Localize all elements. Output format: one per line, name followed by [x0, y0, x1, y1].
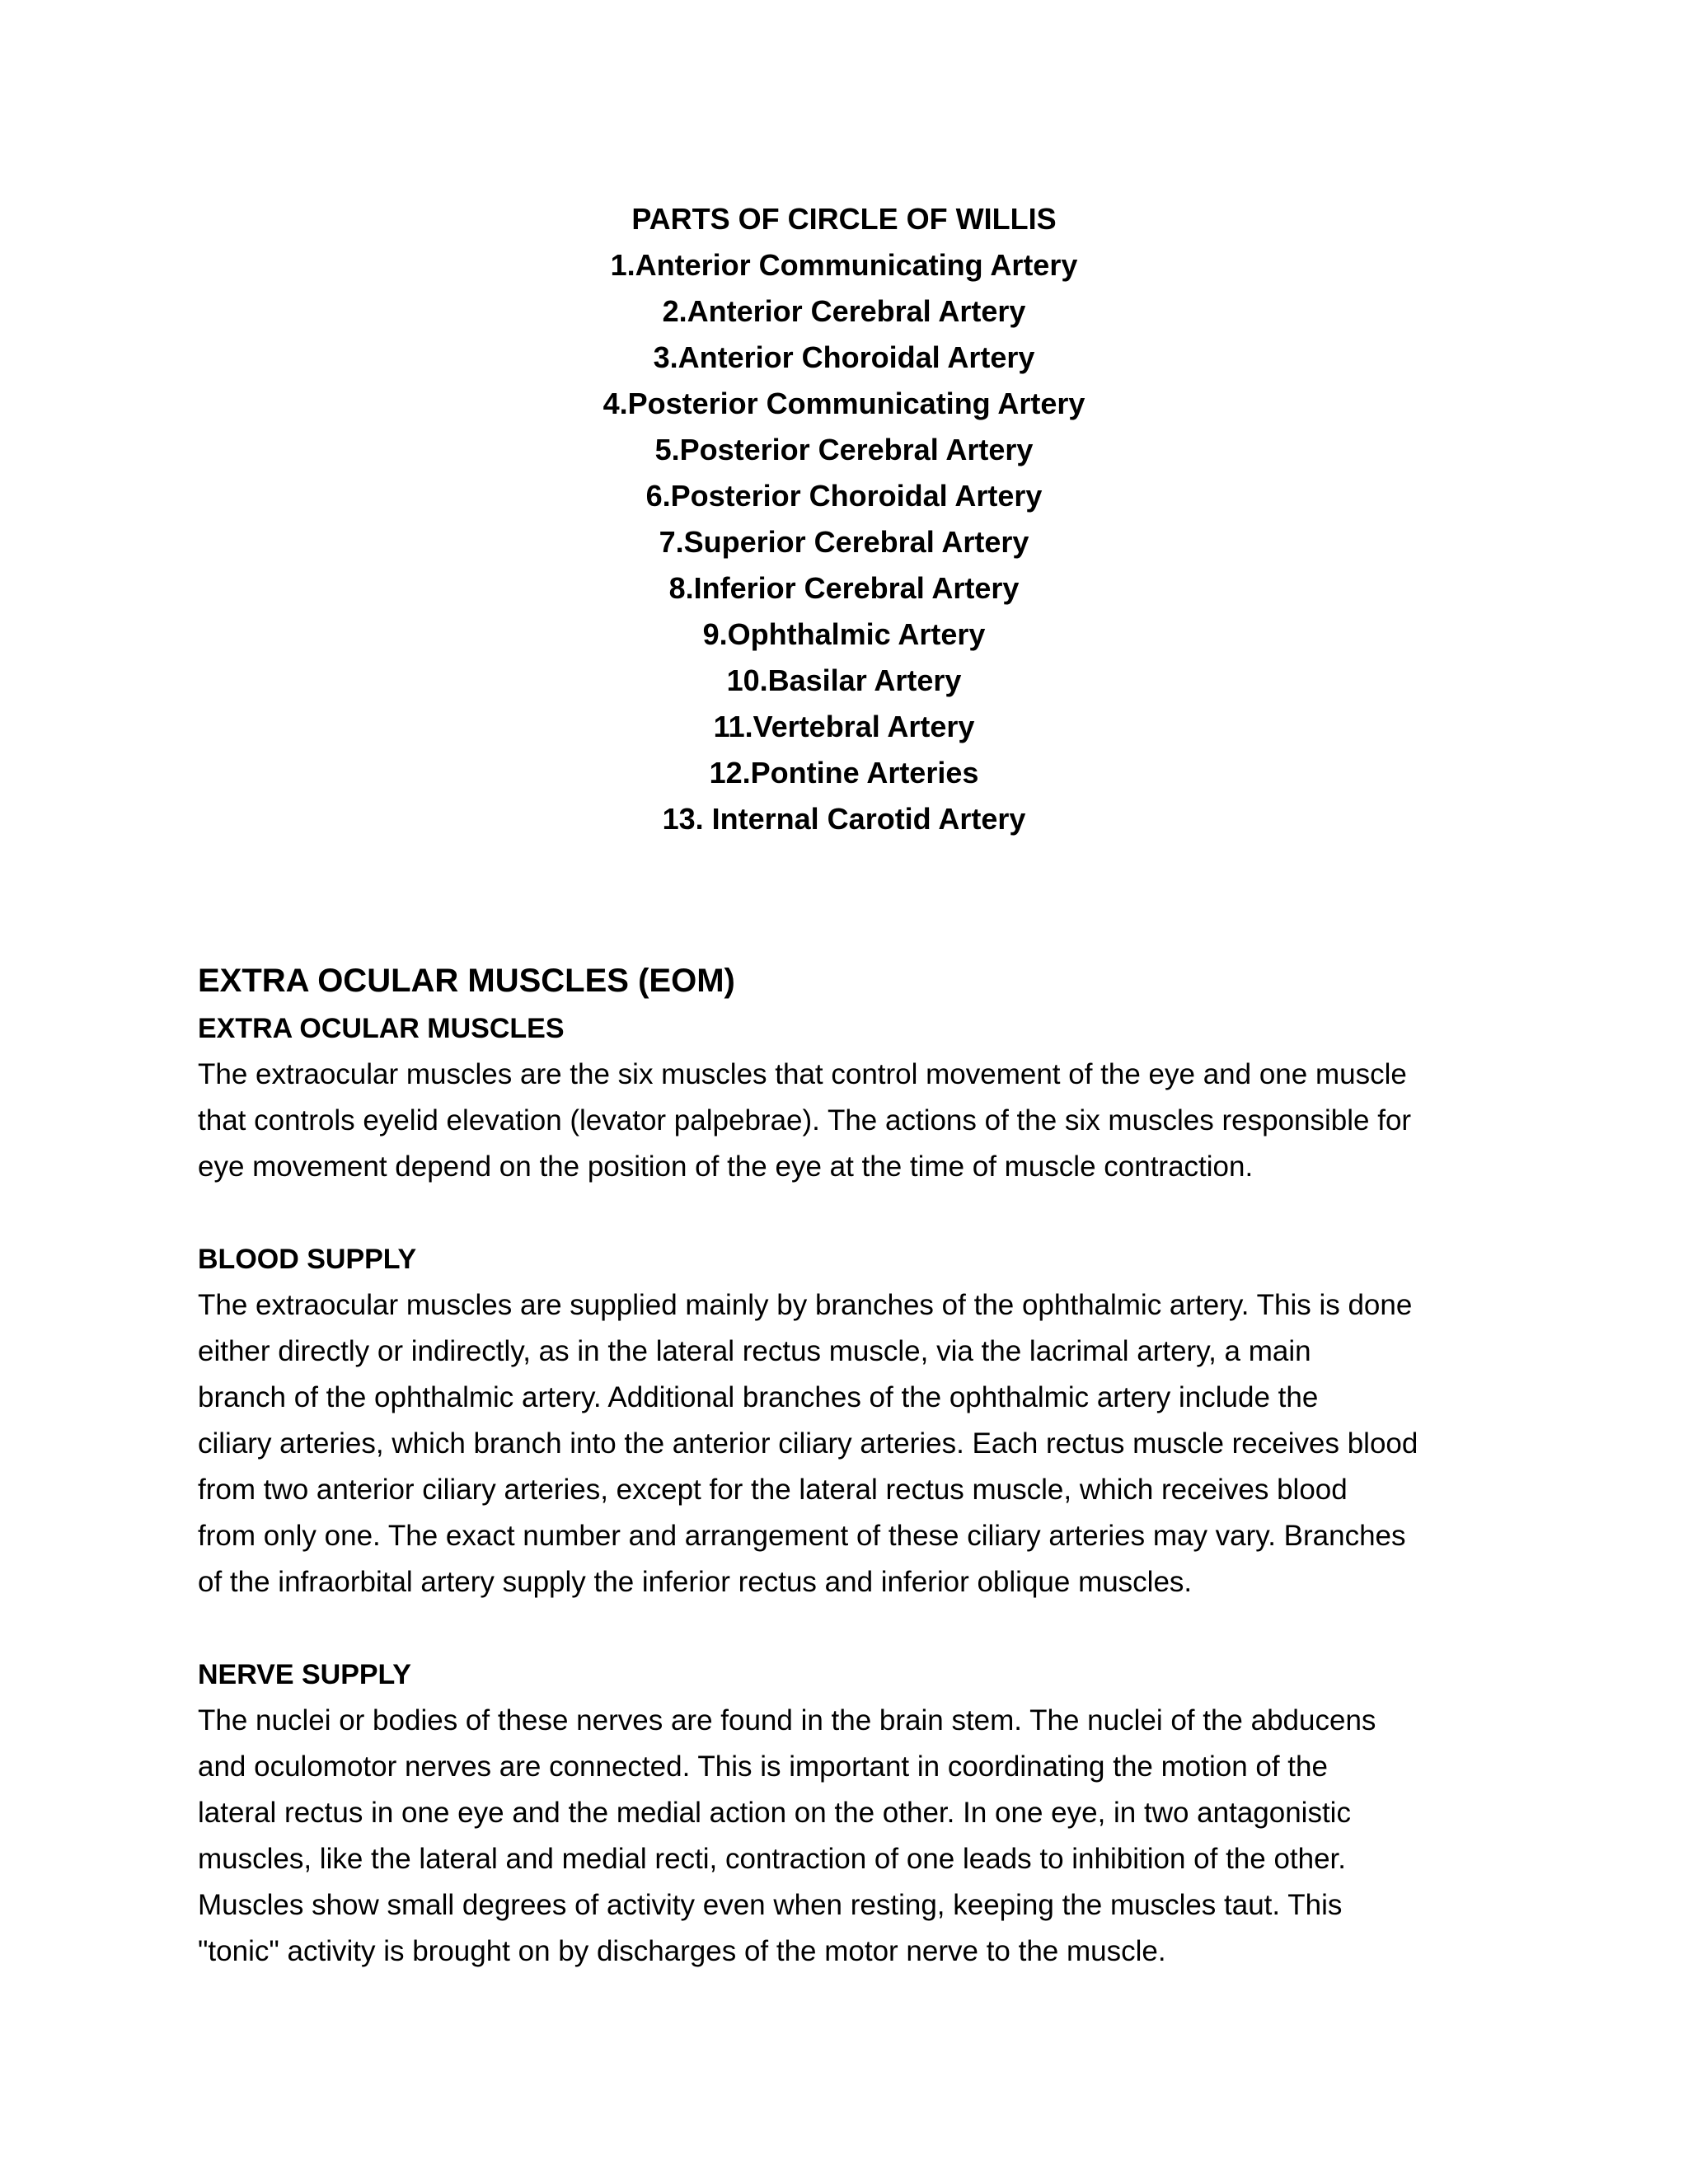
eom-section — [198, 956, 1500, 1975]
list-item: 9.Ophthalmic Artery — [702, 617, 986, 651]
paragraph-line: either directly or indirectly, as in the lateral rectus muscle, via the lacrimal artery, a main — [198, 1335, 1311, 1367]
list-item: 5.Posterior Cerebral Artery — [654, 433, 1034, 466]
eom-title: EXTRA OCULAR MUSCLES (EOM) — [198, 963, 735, 999]
section-spacer — [198, 1605, 1500, 1652]
eom-intro-heading: EXTRA OCULAR MUSCLES — [198, 1013, 565, 1044]
list-item: 2.Anterior Cerebral Artery — [662, 294, 1026, 328]
paragraph-line: ciliary arteries, which branch into the anterior ciliary arteries. Each rectus muscle receives blood — [198, 1427, 1418, 1460]
paragraph-line: "tonic" activity is brought on by discharges of the motor nerve to the muscle. — [198, 1935, 1166, 1967]
list-item: 4.Posterior Communicating Artery — [603, 387, 1085, 420]
paragraph-line: The extraocular muscles are supplied mainly by branches of the ophthalmic artery. This is done — [198, 1289, 1413, 1321]
paragraph-line: The nuclei or bodies of these nerves are found in the brain stem. The nuclei of the abducens — [198, 1704, 1376, 1736]
section-spacer — [198, 1190, 1500, 1236]
paragraph-line: from two anterior ciliary arteries, except for the lateral rectus muscle, which receives blood — [198, 1474, 1348, 1506]
blood-supply-paragraph — [198, 1282, 1500, 1605]
list-item: 11.Vertebral Artery — [713, 710, 975, 743]
paragraph-line: eye movement depend on the position of the eye at the time of muscle contraction. — [198, 1151, 1254, 1183]
paragraph-line: The extraocular muscles are the six muscles that control movement of the eye and one muscle — [198, 1058, 1407, 1090]
list-item: 3.Anterior Choroidal Artery — [653, 340, 1035, 374]
list-item: 6.Posterior Choroidal Artery — [645, 479, 1043, 513]
paragraph-line: lateral rectus in one eye and the medial action on the other. In one eye, in two antagonistic — [198, 1797, 1351, 1829]
nerve-supply-paragraph — [198, 1698, 1500, 1975]
paragraph-line: branch of the ophthalmic artery. Additional branches of the ophthalmic artery include the — [198, 1381, 1319, 1413]
list-item: 12.Pontine Arteries — [709, 756, 979, 790]
list-item: 10.Basilar Artery — [726, 663, 962, 697]
paragraph-line: that controls eyelid elevation (levator palpebrae). The actions of the six muscles responsible for — [198, 1104, 1412, 1137]
paragraph-line: Muscles show small degrees of activity even when resting, keeping the muscles taut. This — [198, 1889, 1343, 1921]
circle-of-willis-list — [0, 196, 1688, 842]
blood-supply-heading: BLOOD SUPPLY — [198, 1244, 417, 1275]
circle-of-willis-title: PARTS OF CIRCLE OF WILLIS — [631, 202, 1057, 236]
nerve-supply-heading: NERVE SUPPLY — [198, 1659, 411, 1690]
paragraph-line: of the infraorbital artery supply the inferior rectus and inferior oblique muscles. — [198, 1566, 1193, 1598]
paragraph-line: from only one. The exact number and arrangement of these ciliary arteries may vary. Branches — [198, 1520, 1406, 1552]
list-item: 8.Inferior Cerebral Artery — [668, 571, 1020, 605]
list-item: 13. Internal Carotid Artery — [662, 802, 1026, 836]
list-item: 1.Anterior Communicating Artery — [610, 248, 1078, 282]
list-item: 7.Superior Cerebral Artery — [659, 525, 1029, 559]
paragraph-line: muscles, like the lateral and medial recti, contraction of one leads to inhibition of the other. — [198, 1843, 1347, 1875]
eom-intro-paragraph — [198, 1052, 1500, 1190]
paragraph-line: and oculomotor nerves are connected. This is important in coordinating the motion of the — [198, 1750, 1328, 1783]
